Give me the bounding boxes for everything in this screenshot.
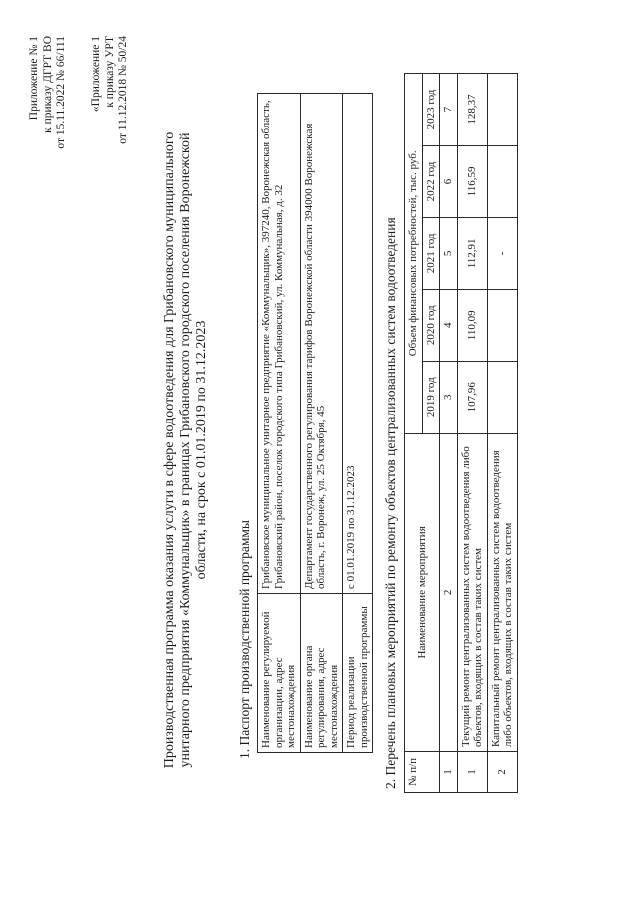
value-cell: - [487, 217, 517, 289]
appendix-2-header [90, 36, 131, 144]
row-number: 2 [487, 752, 517, 793]
passport-label: Наименование регулируемой организации, адрес местонахождения [258, 594, 301, 753]
year-header: 2022 год [422, 146, 440, 218]
column-header-name: Наименование мероприятия [405, 433, 440, 751]
index-cell: 1 [440, 752, 458, 793]
header-row [405, 74, 423, 793]
section-1-heading: 1. Паспорт производственной программы [237, 520, 252, 759]
passport-table [257, 93, 373, 753]
value-cell [487, 74, 517, 146]
passport-value: Департамент государственного регулирования тарифов Воронежской области 394000 Воронежская область, г. Воронеж, ул. 25 Октября, 45 [300, 94, 343, 594]
appendix-2-line-3: от 11.12.2018 № 50/24 [117, 36, 129, 144]
value-cell [487, 289, 517, 361]
value-cell [487, 361, 517, 433]
table-row [487, 74, 517, 793]
index-cell: 6 [440, 146, 458, 218]
appendix-2-line-1: «Приложение 1 [90, 36, 102, 113]
section-2-heading: 2. Перечень плановых мероприятий по ремонту объектов централизованных систем водоотведения [383, 217, 398, 789]
column-header-number: № п/п [405, 752, 440, 793]
document-title [162, 105, 210, 795]
measure-name: Капитальный ремонт централизованных систем водоотведения либо объектов, входящих в состав таких систем [487, 433, 517, 751]
year-header: 2020 год [422, 289, 440, 361]
index-cell: 5 [440, 217, 458, 289]
index-cell: 4 [440, 289, 458, 361]
table-row [343, 94, 373, 753]
index-cell: 2 [440, 433, 458, 751]
index-cell: 7 [440, 74, 458, 146]
year-header: 2019 год [422, 361, 440, 433]
measures-table [404, 73, 518, 793]
title-line-2: унитарного предприятия «Коммунальщик» в границах Грибановского городского поселения Воронежской [178, 132, 193, 768]
year-header: 2023 год [422, 74, 440, 146]
passport-value: с 01.01.2019 по 31.12.2023 [343, 94, 373, 594]
value-cell [487, 146, 517, 218]
index-cell: 3 [440, 361, 458, 433]
title-line-3: области, на срок с 01.01.2019 по 31.12.2023 [194, 320, 209, 580]
value-cell: 112,91 [457, 217, 487, 289]
value-cell: 116,59 [457, 146, 487, 218]
appendix-1-line-3: от 15.11.2022 № 66/111 [55, 36, 67, 149]
title-line-1: Производственная программа оказания услуги в сфере водоотведения для Грибановского муниципального [162, 131, 177, 769]
value-cell: 107,96 [457, 361, 487, 433]
row-number: 1 [457, 752, 487, 793]
index-row [440, 74, 458, 793]
value-cell: 110,09 [457, 289, 487, 361]
passport-label: Наименование органа регулирования, адрес местонахождения [300, 594, 343, 753]
table-row [258, 94, 301, 753]
value-cell: 128,37 [457, 74, 487, 146]
appendix-1-line-1: Приложение № 1 [28, 36, 40, 121]
table-row [300, 94, 343, 753]
appendix-2-line-2: к приказу УРТ [103, 36, 116, 108]
appendix-1-header [28, 36, 69, 149]
measure-name: Текущий ремонт централизованных систем водоотведения либо объектов, входящих в состав таких систем [457, 433, 487, 751]
passport-label: Период реализации производственной программы [343, 594, 373, 753]
table-row [457, 74, 487, 793]
column-header-volume: Объем финансовых потребностей, тыс. руб. [405, 74, 423, 434]
passport-value: Грибановское муниципальное унитарное предприятие «Коммунальщик», 397240, Воронежская область, Грибановский район, поселок городского типа Грибановский, ул. Коммунальная, д. 32 [258, 94, 301, 594]
appendix-1-line-2: к приказу ДГРТ ВО [41, 36, 54, 133]
year-header: 2021 год [422, 217, 440, 289]
